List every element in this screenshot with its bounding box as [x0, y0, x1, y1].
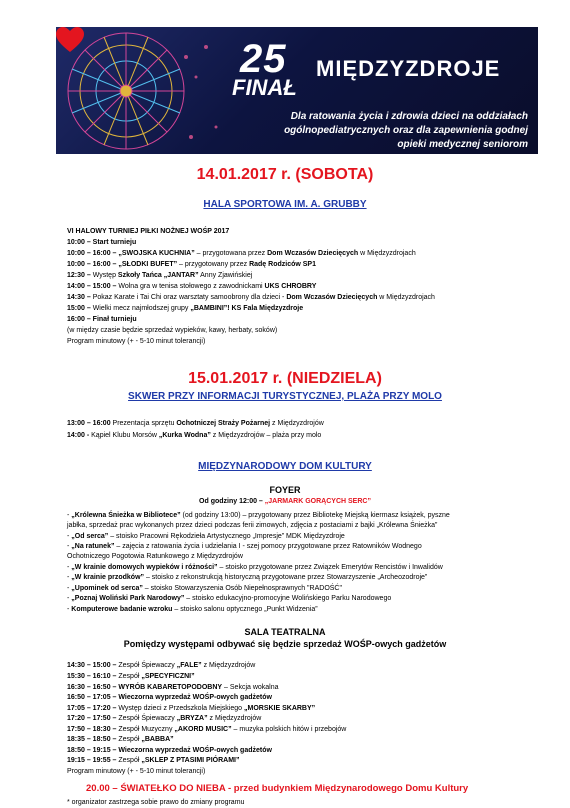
sala-item: 15:30 – 16:10 – Zespół „SPECYFICZNI” — [67, 673, 195, 680]
sala-item: 18:50 – 19:15 – Wieczorna wyprzedaż WOŚP-owych gadżetów — [67, 747, 272, 754]
day1-item: 10:00 – 16:00 – „SŁODKI BUFET” – przygotowany przez Radę Rodziców SP1 — [67, 261, 316, 268]
sala-note: Pomiędzy występami odbywać się będzie sprzedaż WOŚP-owych gadżetów — [123, 639, 447, 649]
day1-item: 14:30 – Pokaz Karate i Tai Chi oraz warsztaty samoobrony dla dzieci - Dom Wczasów Dziecięcych w Międzyzdrojach — [67, 294, 435, 301]
foyer-item: - „Od serca” – stoisko Pracowni Rękodzieła Artystycznego „Impresje” MDK Międzyzdroje — [67, 533, 345, 540]
foyer-item: - „Upominek od serca” – stoisko Stowarzyszenia Osób Niepełnosprawnych "RADOŚĆ" — [67, 585, 342, 592]
sala-item: 14:30 – 15:00 – Zespół Śpiewaczy „FALE” z Międzyzdrojów — [67, 662, 256, 669]
foyer-item: - „Na ratunek” – zajęcia z ratowania życia i udzielania I - szej pomocy przygotowane przez Ratowników Wodnego — [67, 543, 422, 550]
day1-item: 16:00 – Finał turnieju — [67, 316, 137, 323]
sala-item: Program minutowy (+ - 5-10 minut tolerancji) — [67, 768, 206, 775]
sala-item: 19:15 – 19:55 – Zespół „SKLEP Z PTASIMI PIÓRAMI” — [67, 757, 240, 764]
mdk-venue: MIĘDZYNARODOWY DOM KULTURY — [198, 461, 372, 472]
day1-date: 14.01.2017 r. (SOBOTA) — [196, 166, 374, 183]
day2-item: 13:00 – 16:00 Prezentacja sprzętu Ochotniczej Straży Pożarnej z Międzyzdrojów — [67, 420, 324, 427]
finale-line: 20.00 – ŚWIATEŁKO DO NIEBA - przed budynkiem Międzynarodowego Domu Kultury — [86, 783, 469, 794]
banner-final: FINAŁ — [232, 75, 297, 100]
sala-item: 17:50 – 18:30 – Zespół Muzyczny „AKORD MUSIC” – muzyka polskich hitów i przebojów — [67, 726, 347, 733]
day1-item: Program minutowy (+ - 5-10 minut tolerancji) — [67, 338, 206, 345]
day1-item: 12:30 – Występ Szkoły Tańca „JANTAR” Anny Zjawińskiej — [67, 272, 253, 279]
foyer-item: - „W krainie przodków” – stoisko z rekonstrukcją historyczną przygotowane przez Stowarzyszenie „Archeozodroje” — [67, 574, 428, 581]
sala-item: 17:05 – 17:20 – Występ dzieci z Przedszkola Miejskiego „MORSKIE SKARBY” — [67, 705, 316, 712]
day2-item: 14:00 - Kąpiel Klubu Morsów „Kurka Wodna” z Międzyzdrojów – plaża przy molo — [67, 432, 322, 439]
day1-item: 14:00 – 15:00 – Wolna gra w tenisa stołowego z zawodnickami UKS CHROBRY — [67, 283, 317, 290]
foyer-item: - Komputerowe badanie wzroku – stoisko salonu optycznego „Punkt Widzenia” — [67, 606, 318, 613]
sala-item: 16:50 – 17:05 – Wieczorna wyprzedaż WOŚP-owych gadżetów — [67, 694, 272, 701]
day1-venue: HALA SPORTOWA IM. A. GRUBBY — [203, 199, 367, 210]
event-banner — [56, 27, 538, 154]
foyer-heading: FOYER — [269, 485, 301, 495]
day1-item: 15:00 – Wielki mecz najmłodszej grupy „BAMBINI”! KS Fala Międzyzdroje — [67, 305, 304, 312]
footnote: * organizator zastrzega sobie prawo do zmiany programu — [67, 799, 245, 806]
sala-item: 17:20 – 17:50 – Zespół Śpiewaczy „BRYZA” z Międzyzdrojów — [67, 715, 262, 722]
sala-heading: SALA TEATRALNA — [244, 627, 326, 637]
day1-item: 10:00 – Start turnieju — [67, 239, 137, 246]
banner-subtitle: Dla ratowania życia i zdrowia dzieci na oddziałach ogólnopediatrycznych oraz dla zapewnienia godnej opieki medycznej seniorom — [284, 111, 528, 150]
day2-date: 15.01.2017 r. (NIEDZIELA) — [188, 370, 382, 387]
day1-heading: VI HALOWY TURNIEJ PIŁKI NOŻNEJ WOŚP 2017 — [67, 228, 230, 235]
foyer-item: - „Poznaj Woliński Park Narodowy” – stoisko edukacyjno-promocyjne Wolińskiego Parku Narodowego — [67, 595, 392, 602]
foyer-item: Ochotniczego Pogotowia Ratunkowego z Międzyzdrojów — [67, 553, 243, 560]
sala-item: 18:35 – 18:50 – Zespół „BABBA” — [67, 736, 174, 743]
foyer-item: - „W krainie domowych wypieków i różności” – stoisko przygotowane przez Związek Emerytów Rencistów i Inwalidów — [67, 564, 443, 571]
heart-icon — [56, 27, 84, 53]
foyer-item: - „Królewna Śnieżka w Bibliotece” (od godziny 13:00) – przygotowany przez Bibliotekę Miejską kiermasz książek, pyszne — [67, 512, 450, 519]
foyer-subheading: Od godziny 12:00 – „JARMARK GORĄCYCH SERC” — [199, 498, 371, 505]
banner-number: 25 — [240, 37, 287, 81]
sala-item: 16:30 – 16:50 – WYRÓB KABARETOPODOBNY – Sekcja wokalna — [67, 684, 279, 691]
day1-item: (w między czasie będzie sprzedaż wypieków, kawy, herbaty, soków) — [67, 327, 278, 334]
banner-city: MIĘDZYZDROJE — [316, 56, 501, 81]
day1-item: 10:00 – 16:00 – „SWOJSKA KUCHNIA” – przygotowana przez Dom Wczasów Dziecięcych w Międzyzdrojach — [67, 250, 416, 257]
day2-venue: SKWER PRZY INFORMACJI TURYSTYCZNEJ, PLAŻA PRZY MOLO — [128, 391, 442, 402]
foyer-item: jabłka, sprzedaż prac wykonanych przez dzieci podczas ferii zimowych, zdjęcia z postaciami z bajki „Królewna Śnieżka” — [67, 522, 438, 529]
